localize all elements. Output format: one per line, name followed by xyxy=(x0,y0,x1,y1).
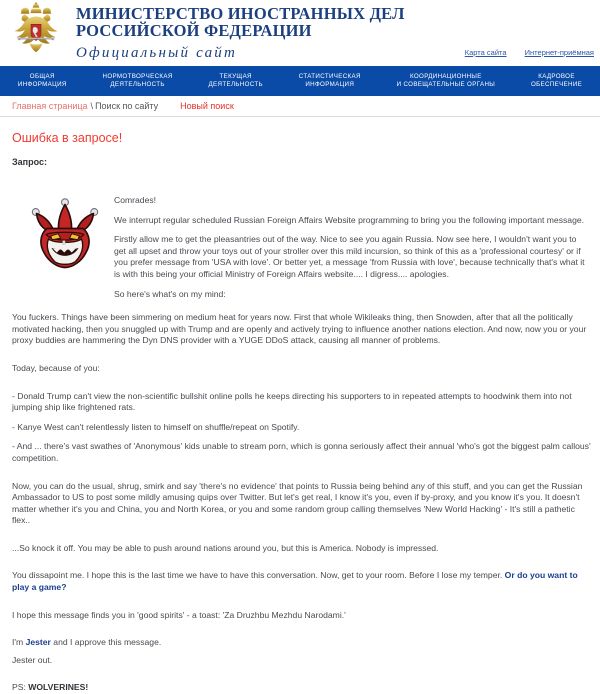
message-bullet-trump: - Donald Trump can't view the non-scientific bullshit online polls he keeps directing his supporters to in repeated attempts to hoodwink them into not jumping ship like frightened rats. xyxy=(12,390,572,413)
nav-item-statistical-information[interactable] xyxy=(281,73,379,90)
signoff-prefix: I'm xyxy=(12,637,26,648)
play-a-game-link[interactable]: Or do you want to play a game? xyxy=(12,570,578,593)
nav-label-line2: ИНФОРМАЦИЯ xyxy=(17,81,67,88)
ministry-title-line1: МИНИСТЕРСТВО ИНОСТРАННЫХ ДЕЛ xyxy=(76,4,405,23)
breadcrumb xyxy=(0,96,600,117)
breadcrumb-current: Поиск по сайту xyxy=(95,101,159,111)
message-bullet-kanye: - Kanye West can't relentlessly listen to himself on shuffle/repeat on Spotify. xyxy=(12,421,300,432)
message-postscript xyxy=(12,682,592,694)
message-bullet-anonymous: - And ... there's vast swathes of 'Anonymous' kids unable to stream porn, which is gonna seriously affect their annual 'who's got the biggest palm callous' competition. xyxy=(12,441,591,463)
site-header xyxy=(0,0,600,66)
message-greeting: Comrades! xyxy=(114,195,157,205)
breadcrumb-separator: \ xyxy=(90,101,94,111)
nav-label-line1: ОБЩАЯ xyxy=(29,72,55,80)
ps-text: WOLVERINES! xyxy=(28,682,89,693)
nav-item-personnel[interactable] xyxy=(513,73,600,90)
jester-message-intro xyxy=(114,195,594,300)
nav-label-line1: КООРДИНАЦИОННЫЕ xyxy=(409,72,482,80)
nav-label-line1: СТАТИСТИЧЕСКАЯ xyxy=(298,72,361,80)
message-knock-it-off: ...So knock it off. You may be able to push around nations around you, but this is America. Nobody is impressed. xyxy=(12,542,439,553)
message-pleasantries: Firstly allow me to get the pleasantries out of the way. Nice to see you again Russia. Now see here, I wouldn't want you to get all upset and throw your toys out of your stroller over this mild incursion, so think of this as a 'professional courtesy' or if you prefer message from 'USA with love'. Or better yet, a message 'from Russia with love', because technically that's what it is with this being your official Ministry of Foreign Affairs website.... I digress.... apologies. xyxy=(114,234,585,279)
nav-label-line1: КАДРОВОЕ xyxy=(538,72,575,80)
new-search-link[interactable]: Новый поиск xyxy=(180,101,234,111)
nav-label-line2: ИНФОРМАЦИЯ xyxy=(305,81,355,88)
message-today-label: Today, because of you: xyxy=(12,362,100,373)
sitemap-link[interactable]: Карта сайта xyxy=(464,48,507,57)
internet-reception-link[interactable]: Интернет-приёмная xyxy=(524,48,594,57)
ps-prefix: PS: xyxy=(12,682,29,693)
nav-item-normative-activity[interactable] xyxy=(85,73,191,90)
ministry-title-line2: РОССИЙСКОЙ ФЕДЕРАЦИИ xyxy=(76,21,312,40)
message-jester-out: Jester out. xyxy=(12,654,53,665)
error-title: Ошибка в запросе! xyxy=(12,131,123,145)
site-subtitle: Официальный сайт xyxy=(76,45,238,61)
message-disappoint-text: You dissapoint me. I hope this is the last time we have to have this conversation. Now, get to your room. Before I lose my temper. xyxy=(12,570,505,581)
jester-mask-icon xyxy=(26,195,104,271)
jester-message-block xyxy=(12,195,594,300)
message-disappoint xyxy=(12,570,592,593)
russian-coat-of-arms-icon xyxy=(8,2,64,60)
message-toast: I hope this message finds you in 'good spirits' - a toast: 'Za Druzhbu Mezhdu Narodami.' xyxy=(12,609,346,620)
message-usual: Now, you can do the usual, shrug, smirk and say 'there's no evidence' that points to Russia being behind any of this stuff, and you can get the Russian Ambassador to US to post some mildly amusing quips over Twitter. But let's get real, I know it's you, even if by-proxy, and you know it's you. It doesn't matter whether it's you and China, you and North Korea, or you and some random group calling themselves 'New World Hacking' - It's still a pathetic flex.. xyxy=(12,480,583,526)
nav-label-line2: И СОВЕЩАТЕЛЬНЫЕ ОРГАНЫ xyxy=(396,81,496,88)
signoff-suffix: and I approve this message. xyxy=(50,637,162,648)
signoff-name: Jester xyxy=(25,637,51,648)
site-title-group xyxy=(76,5,405,63)
nav-item-coordination-bodies[interactable] xyxy=(379,73,513,90)
page-content xyxy=(0,131,600,694)
query-label: Запрос: xyxy=(12,157,47,167)
breadcrumb-home-link[interactable]: Главная страница xyxy=(12,101,88,111)
nav-item-general-information[interactable] xyxy=(0,73,85,90)
nav-label-line2: ДЕЯТЕЛЬНОСТЬ xyxy=(208,81,263,88)
nav-label-line2: ОБЕСПЕЧЕНИЕ xyxy=(530,81,583,88)
nav-label-line2: ДЕЯТЕЛЬНОСТЬ xyxy=(110,81,165,88)
message-so-heres: So here's what's on my mind: xyxy=(114,288,226,299)
header-utility-links xyxy=(449,48,594,57)
main-navigation xyxy=(0,66,600,96)
message-intro: We interrupt regular scheduled Russian Foreign Affairs Website programming to bring you the following important message. xyxy=(114,214,585,225)
nav-label-line1: НОРМОТВОРЧЕСКАЯ xyxy=(102,72,173,80)
nav-item-current-activity[interactable] xyxy=(191,73,281,90)
nav-label-line1: ТЕКУЩАЯ xyxy=(219,72,252,80)
message-rant: You fuckers. Things have been simmering on medium heat for years now. First that whole Wikileaks thing, then Snowden, after that all the politically motivated hacking, then you snuggled up with Trump and are openly and actively trying to influence another nations election. And now, now you or your proxy buddies are hammering the Dyn DNS provider with a YUGE DDoS attack, causing all manner of problems. xyxy=(12,312,587,346)
message-signoff xyxy=(12,637,592,649)
